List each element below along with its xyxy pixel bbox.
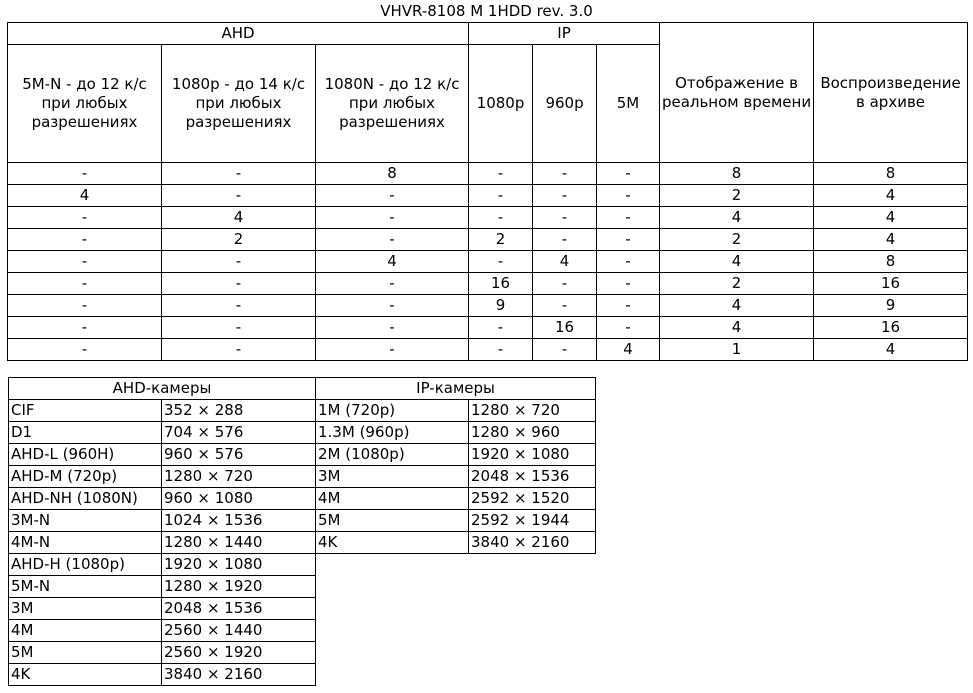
camera-type: AHD-M (720p) [9, 466, 162, 488]
camera-type: 1.3M (960p) [316, 422, 469, 444]
table-cell: - [469, 163, 533, 185]
table-cell: - [316, 273, 469, 295]
table-cell: - [533, 339, 597, 361]
table-cell: - [162, 317, 316, 339]
ip-cameras-header: IP-камеры [316, 378, 596, 400]
camera-type: 3M [9, 598, 162, 620]
camera-resolution: 2048 × 1536 [469, 466, 596, 488]
group-header-row [8, 23, 968, 45]
table-cell: - [162, 295, 316, 317]
table-cell: 2 [660, 185, 814, 207]
camera-resolution: 2048 × 1536 [162, 598, 316, 620]
table-cell: 4 [814, 207, 968, 229]
table-cell: - [8, 163, 162, 185]
table-cell: - [597, 185, 660, 207]
camera-resolution: 1920 × 1080 [162, 554, 316, 576]
table-cell: - [597, 163, 660, 185]
camera-resolution: 3840 × 2160 [469, 532, 596, 554]
camera-type: 1M (720p) [316, 400, 469, 422]
table-cell: - [597, 317, 660, 339]
column-header: 1080p - до 14 к/с при любых разрешениях [162, 45, 316, 163]
camera-type: 5M-N [9, 576, 162, 598]
table-cell: - [533, 229, 597, 251]
camera-resolution: 352 × 288 [162, 400, 316, 422]
table-row [8, 317, 968, 339]
table-cell: 4 [660, 317, 814, 339]
column-header: 1080p [469, 45, 533, 163]
camera-type: D1 [9, 422, 162, 444]
resolution-row [9, 466, 596, 488]
resolution-row [9, 400, 596, 422]
table-cell: - [533, 163, 597, 185]
table-cell: - [162, 185, 316, 207]
table-cell: 4 [8, 185, 162, 207]
table-cell: - [8, 295, 162, 317]
camera-resolution: 2560 × 1920 [162, 642, 316, 664]
table-cell: 4 [597, 339, 660, 361]
camera-resolution: 1280 × 720 [469, 400, 596, 422]
table-cell: 2 [660, 273, 814, 295]
camera-type: 4K [9, 664, 162, 686]
column-header: 5M [597, 45, 660, 163]
camera-resolution: 1024 × 1536 [162, 510, 316, 532]
table-cell: 16 [469, 273, 533, 295]
table-cell: - [316, 339, 469, 361]
table-row [8, 339, 968, 361]
group-header-ahd: AHD [8, 23, 469, 45]
camera-type: AHD-L (960H) [9, 444, 162, 466]
table-cell: - [533, 295, 597, 317]
table-cell: 2 [162, 229, 316, 251]
column-header: 960p [533, 45, 597, 163]
table-cell: 4 [814, 185, 968, 207]
camera-type: 5M [316, 510, 469, 532]
resolution-row [9, 532, 596, 554]
table-cell: 4 [162, 207, 316, 229]
table-cell: 8 [660, 163, 814, 185]
camera-resolution: 2560 × 1440 [162, 620, 316, 642]
table-cell: - [162, 339, 316, 361]
table-cell: 8 [814, 251, 968, 273]
table-row [8, 163, 968, 185]
channel-config-table [7, 22, 968, 361]
camera-resolution: 2592 × 1944 [469, 510, 596, 532]
column-header: 5M-N - до 12 к/с при любых разрешениях [8, 45, 162, 163]
table-cell: 2 [660, 229, 814, 251]
table-cell: - [533, 185, 597, 207]
camera-type: 3M [316, 466, 469, 488]
table-cell: - [8, 273, 162, 295]
table-cell: 4 [316, 251, 469, 273]
table-cell: - [597, 229, 660, 251]
table-cell: - [8, 339, 162, 361]
table-cell: 16 [814, 317, 968, 339]
camera-resolution: 1280 × 1440 [162, 532, 316, 554]
camera-resolution: 960 × 576 [162, 444, 316, 466]
camera-type: AHD-H (1080p) [9, 554, 162, 576]
table-cell: - [316, 295, 469, 317]
resolution-header-row [9, 378, 596, 400]
table-cell: - [597, 251, 660, 273]
column-header: 1080N - до 12 к/с при любых разрешениях [316, 45, 469, 163]
camera-resolution: 2592 × 1520 [469, 488, 596, 510]
table-cell: 9 [814, 295, 968, 317]
camera-resolution: 704 × 576 [162, 422, 316, 444]
table-cell: - [316, 185, 469, 207]
column-header: Воспроизведение в архиве [814, 23, 968, 163]
column-header: Отображение в реальном времени [660, 23, 814, 163]
camera-type: 4M [316, 488, 469, 510]
table-cell: - [533, 273, 597, 295]
table-cell: - [316, 229, 469, 251]
table-cell: - [469, 339, 533, 361]
table-cell: 2 [469, 229, 533, 251]
table-cell: - [8, 317, 162, 339]
resolution-row [9, 444, 596, 466]
camera-resolution: 1280 × 960 [469, 422, 596, 444]
table-cell: 4 [814, 229, 968, 251]
table-cell: - [469, 251, 533, 273]
table-cell: - [162, 251, 316, 273]
camera-type: AHD-NH (1080N) [9, 488, 162, 510]
table-cell: - [8, 251, 162, 273]
resolution-table [8, 377, 596, 686]
table-cell: 4 [533, 251, 597, 273]
table-cell: - [469, 207, 533, 229]
table-cell: - [162, 273, 316, 295]
camera-type: 4M [9, 620, 162, 642]
table-cell: 4 [660, 295, 814, 317]
camera-type: 2M (1080p) [316, 444, 469, 466]
table-cell: - [316, 317, 469, 339]
table-cell: - [316, 207, 469, 229]
resolution-row [9, 554, 596, 576]
table-cell: - [8, 229, 162, 251]
camera-type: 5M [9, 642, 162, 664]
table-cell: - [597, 207, 660, 229]
camera-type: 4K [316, 532, 469, 554]
table-cell: - [162, 163, 316, 185]
table-cell: 4 [660, 251, 814, 273]
table-cell: 8 [814, 163, 968, 185]
table-row [8, 273, 968, 295]
camera-type: CIF [9, 400, 162, 422]
resolution-row [9, 422, 596, 444]
camera-resolution: 3840 × 2160 [162, 664, 316, 686]
camera-type: 4M-N [9, 532, 162, 554]
resolution-row [9, 510, 596, 532]
table-cell: 9 [469, 295, 533, 317]
table-row [8, 229, 968, 251]
table-cell: 16 [814, 273, 968, 295]
table-cell: - [469, 185, 533, 207]
camera-resolution: 960 × 1080 [162, 488, 316, 510]
camera-resolution: 1280 × 1920 [162, 576, 316, 598]
camera-resolution: 1280 × 720 [162, 466, 316, 488]
table-row [8, 251, 968, 273]
resolution-row [9, 488, 596, 510]
table-row [8, 295, 968, 317]
empty-area [316, 554, 596, 686]
ahd-cameras-header: AHD-камеры [9, 378, 316, 400]
table-cell: - [8, 207, 162, 229]
table-row [8, 207, 968, 229]
table-cell: 4 [660, 207, 814, 229]
table-cell: - [533, 207, 597, 229]
table-row [8, 185, 968, 207]
document-title: VHVR-8108 M 1HDD rev. 3.0 [380, 2, 593, 20]
table-cell: 1 [660, 339, 814, 361]
table-cell: - [597, 273, 660, 295]
table-cell: 16 [533, 317, 597, 339]
table-cell: - [597, 295, 660, 317]
table-cell: 4 [814, 339, 968, 361]
table-cell: 8 [316, 163, 469, 185]
camera-type: 3M-N [9, 510, 162, 532]
group-header-ip: IP [469, 23, 660, 45]
table-cell: - [469, 317, 533, 339]
camera-resolution: 1920 × 1080 [469, 444, 596, 466]
